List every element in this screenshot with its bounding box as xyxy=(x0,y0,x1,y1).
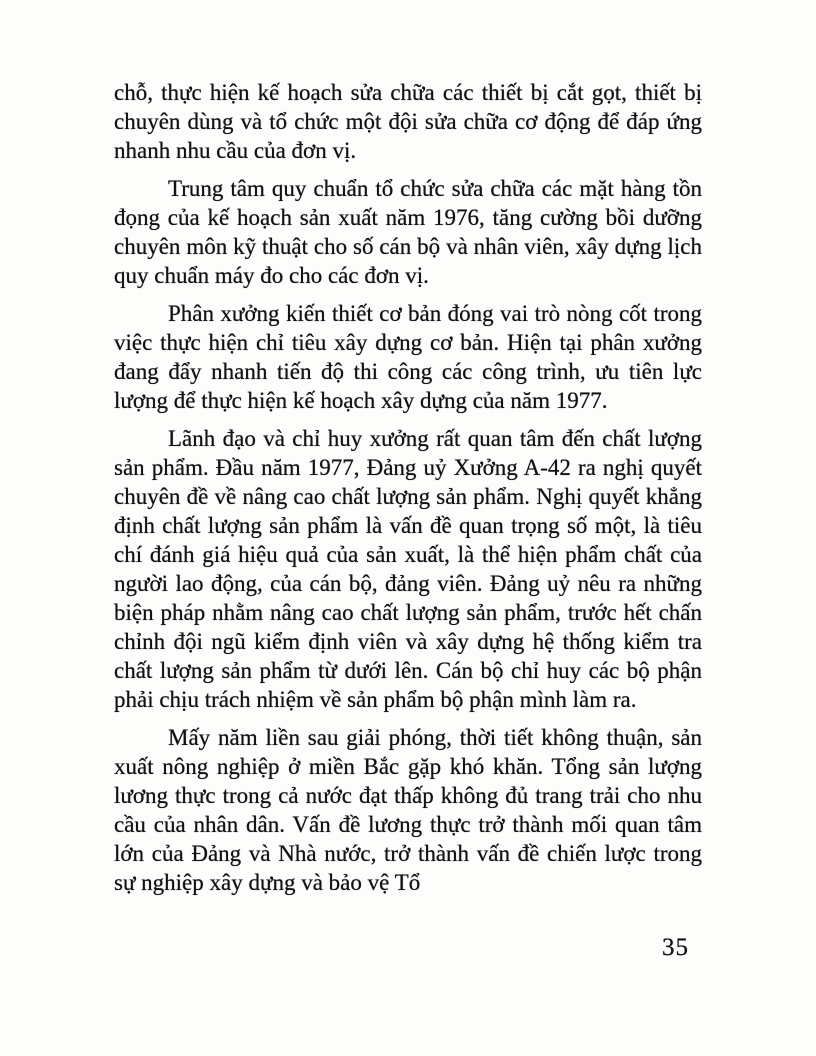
page-number: 35 xyxy=(662,934,689,961)
body-text xyxy=(114,78,702,906)
paragraph: Phân xưởng kiến thiết cơ bản đóng vai trò nòng cốt trong việc thực hiện chỉ tiêu xây dựng cơ bản. Hiện tại phân xưởng đang đẩy nhanh tiến độ thi công các công trình, ưu tiên lực lượng để thực hiện kế hoạch xây dựng của năm 1977. xyxy=(114,301,702,413)
paragraph: Lãnh đạo và chỉ huy xưởng rất quan tâm đến chất lượng sản phẩm. Đầu năm 1977, Đảng uỷ Xưởng A-42 ra nghị quyết chuyên đề về nâng cao chất lượng sản phẩm. Nghị quyết khẳng định chất lượng sản phẩm là vấn đề quan trọng số một, là tiêu chí đánh giá hiệu quả của sản xuất, là thể hiện phẩm chất của người lao động, của cán bộ, đảng viên. Đảng uỷ nêu ra những biện pháp nhằm nâng cao chất lượng sản phẩm, trước hết chấn chỉnh đội ngũ kiểm định viên và xây dựng hệ thống kiểm tra chất lượng sản phẩm từ dưới lên. Cán bộ chỉ huy các bộ phận phải chịu trách nhiệm về sản phẩm bộ phận mình làm ra. xyxy=(114,426,702,712)
paragraph: Trung tâm quy chuẩn tổ chức sửa chữa các mặt hàng tồn đọng của kế hoạch sản xuất năm 1976, tăng cường bồi dưỡng chuyên môn kỹ thuật cho số cán bộ và nhân viên, xây dựng lịch quy chuẩn máy đo cho các đơn vị. xyxy=(114,176,702,288)
paragraph: Mấy năm liền sau giải phóng, thời tiết không thuận, sản xuất nông nghiệp ở miền Bắc gặp khó khăn. Tổng sản lượng lương thực trong cả nước đạt thấp không đủ trang trải cho nhu cầu của nhân dân. Vấn đề lương thực trở thành mối quan tâm lớn của Đảng và Nhà nước, trở thành vấn đề chiến lược trong sự nghiệp xây dựng và bảo vệ Tổ xyxy=(114,725,702,895)
paragraph: chỗ, thực hiện kế hoạch sửa chữa các thiết bị cắt gọt, thiết bị chuyên dùng và tổ chức một đội sửa chữa cơ động để đáp ứng nhanh nhu cầu của đơn vị. xyxy=(114,80,702,163)
